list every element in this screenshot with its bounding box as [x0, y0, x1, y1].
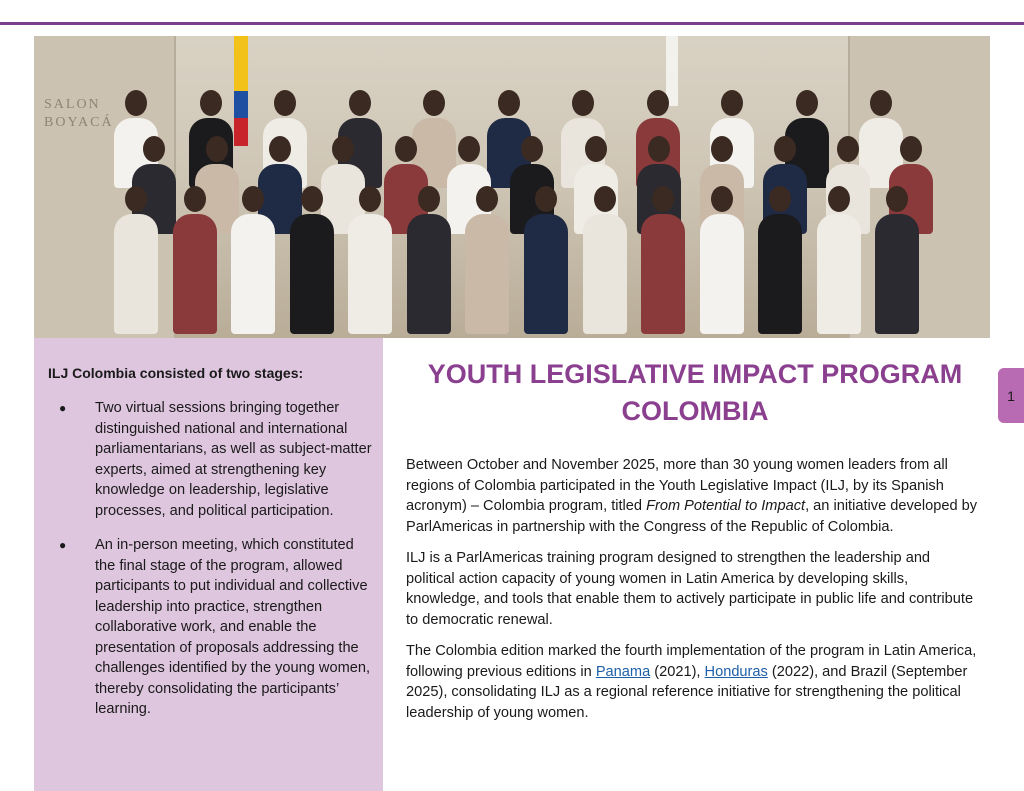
paragraph-editions: The Colombia edition marked the fourth implementation of the program in Latin America, following previous editions in Panama (2021), Honduras (2022), and Brazil (September 2025), consolidating ILJ as a regional reference initiative for strengthening the political leadership of young women.: [406, 643, 977, 721]
paragraph-about: ILJ is a ParlAmericas training program designed to strengthen the leadership and political action capacity of young women in Latin America by developing skills, knowledge, and tools that enable them to actively participate in public life and contribute to democratic renewal.: [406, 550, 974, 628]
wall-sign-line1: SALON: [44, 97, 101, 112]
list-item: [48, 398, 373, 521]
paragraph-intro: Between October and November 2025, more than 30 young women leaders from all regions of Colombia participated in the Youth Legislative Impact (ILJ, by its Spanish acronym) – Colombia program, titled From Potential to Impact, an initiative developed by ParlAmericas in partnership with the Congress of the Republic of Colombia.: [406, 457, 978, 535]
person-figure: [700, 186, 744, 334]
person-figure: [817, 186, 861, 334]
person-figure: [465, 186, 509, 334]
person-figure: [173, 186, 217, 334]
top-rule: [0, 22, 1024, 25]
crowd: [94, 66, 954, 338]
bullet-text: Two virtual sessions bringing together distinguished national and international parliamentarians, as well as subject-matter experts, aimed at strengthening key knowledge on leadership, legislative processes, and political participation.: [95, 400, 372, 519]
stage-list: [48, 398, 373, 734]
person-figure: [231, 186, 275, 334]
bullet-text: An in-person meeting, which constituted the final stage of the program, allowed participants to put individual and collective leadership into practice, strengthen collaborative work, and enable the presentation of proposals addressing the challenges identified by the young women, thereby consolidating the participants’ learning.: [95, 537, 371, 717]
sidebar-box: [34, 338, 383, 791]
person-figure: [290, 186, 334, 334]
person-figure: [583, 186, 627, 334]
group-photo: [34, 36, 990, 338]
list-item: [48, 535, 373, 720]
page-title: YOUTH LEGISLATIVE IMPACT PROGRAM COLOMBIA: [427, 359, 963, 426]
page-number-tab: 1: [998, 368, 1024, 423]
bullet-icon: ●: [59, 538, 67, 552]
person-figure: [524, 186, 568, 334]
person-figure: [875, 186, 919, 334]
wall-sign-line2: BOYACÁ: [44, 115, 114, 130]
sidebar-heading: ILJ Colombia consisted of two stages:: [48, 365, 304, 381]
panama-link[interactable]: Panama: [595, 663, 651, 680]
program-title: From Potential to Impact: [646, 498, 806, 514]
body-text: [406, 455, 981, 734]
person-figure: [758, 186, 802, 334]
person-figure: [348, 186, 392, 334]
person-figure: [407, 186, 451, 334]
bullet-icon: ●: [59, 401, 67, 415]
honduras-link[interactable]: Honduras: [704, 663, 768, 680]
person-figure: [114, 186, 158, 334]
person-figure: [641, 186, 685, 334]
